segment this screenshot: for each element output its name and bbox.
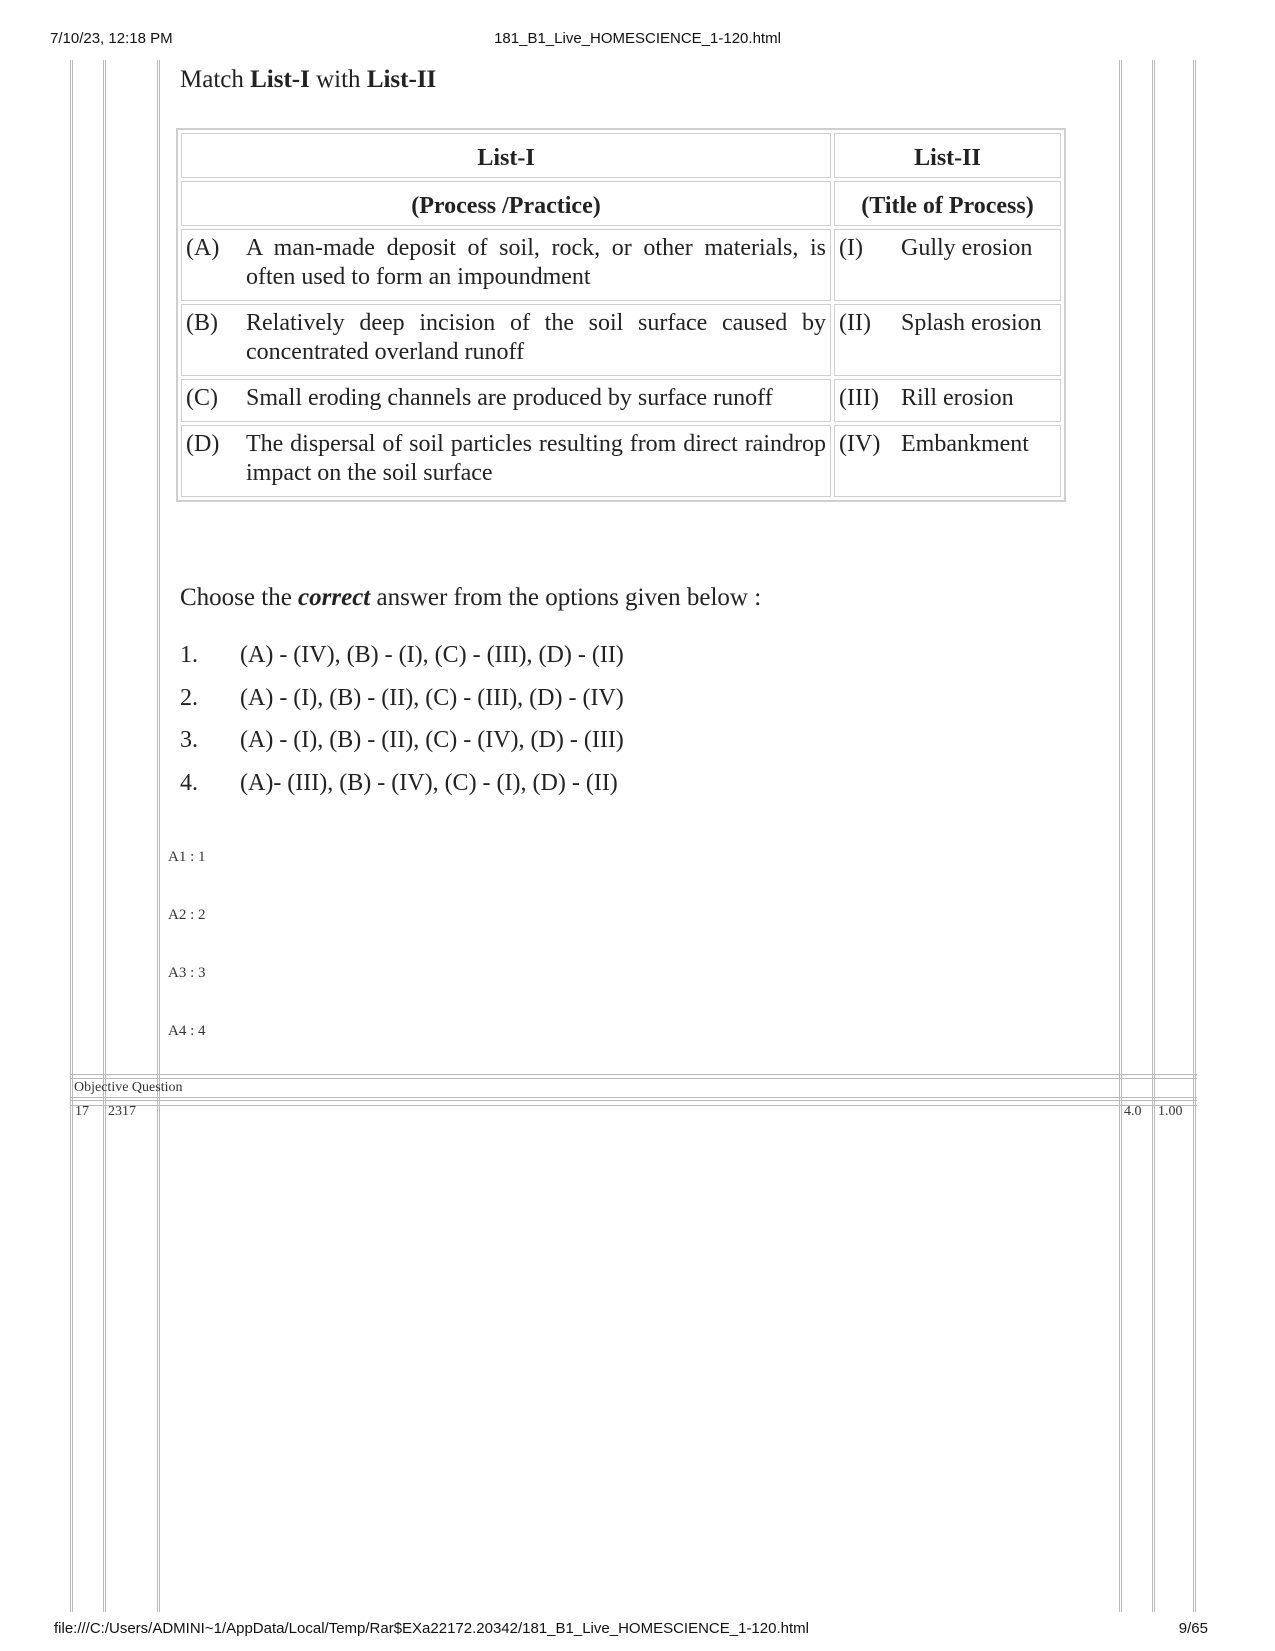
frame-line (103, 60, 104, 1612)
frame-line (1152, 60, 1153, 1612)
question-id: 2317 (108, 1104, 136, 1119)
frame-line (105, 60, 106, 1612)
row-border (70, 1078, 1197, 1079)
question-serial: 17 (75, 1104, 89, 1119)
frame-line (1121, 60, 1122, 1612)
print-doc-title: 181_B1_Live_HOMESCIENCE_1-120.html (494, 30, 781, 47)
answer-key: A1 : 1 (168, 849, 206, 865)
list2-text: Gully erosion (901, 235, 1033, 261)
frame-line (1154, 60, 1155, 1612)
row-border (70, 1074, 1197, 1075)
choose-instruction: Choose the correct answer from the options given below : (180, 584, 762, 611)
table-row (181, 379, 1061, 422)
frame-line (72, 60, 73, 1612)
list1-label: (A) (186, 235, 220, 261)
list1-text: The dispersal of soil particles resulting from direct raindrop impact on the soil surface (246, 431, 826, 486)
list1-header: List-I (181, 133, 831, 178)
frame-line (159, 60, 160, 1612)
question-marks: 4.0 (1124, 1104, 1142, 1119)
row-border (70, 1105, 1197, 1106)
row-border (70, 1097, 1197, 1098)
row-border (70, 1100, 1197, 1101)
frame-line (1193, 60, 1194, 1612)
question-type-label: Objective Question (74, 1080, 183, 1095)
option-item: 3. (A) - (I), (B) - (II), (C) - (IV), (D) - (III) (180, 727, 624, 753)
frame-line (1195, 60, 1196, 1612)
option-item: 4. (A)- (III), (B) - (IV), (C) - (I), (D) - (II) (180, 769, 618, 796)
list2-text: Embankment (901, 431, 1029, 457)
list1-text: Relatively deep incision of the soil surface caused by concentrated overland runoff (246, 310, 826, 365)
frame-line (70, 60, 71, 1612)
list1-label: (D) (186, 431, 220, 457)
list2-label: (II) (839, 310, 871, 336)
option-list (180, 642, 624, 812)
list2-label: (I) (839, 235, 863, 261)
option-item: 1. (A) - (IV), (B) - (I), (C) - (III), (D) - (II) (180, 642, 624, 668)
print-file-path: file:///C:/Users/ADMINI~1/AppData/Local/Temp/Rar$EXa22172.20342/181_B1_Live_HOMESCIENCE_1-120.html (54, 1620, 809, 1637)
list1-text: A man-made deposit of soil, rock, or other materials, is often used to form an impoundment (246, 235, 826, 290)
list2-text: Splash erosion (901, 310, 1042, 336)
option-item: 2. (A) - (I), (B) - (II), (C) - (III), (D) - (IV) (180, 684, 624, 711)
table-row (181, 304, 1061, 376)
answer-key: A2 : 2 (168, 907, 206, 923)
table-row (181, 425, 1061, 497)
answer-key: A3 : 3 (168, 965, 206, 981)
list1-label: (B) (186, 310, 218, 336)
question-title: Match List-I with List-II (180, 66, 437, 93)
list1-subheader: (Process /Practice) (181, 181, 831, 226)
list1-label: (C) (186, 385, 218, 411)
list2-subheader: (Title of Process) (834, 181, 1061, 226)
list2-header: List-II (834, 133, 1061, 178)
table-row (181, 229, 1061, 301)
list2-text: Rill erosion (901, 385, 1014, 411)
frame-line (157, 60, 158, 1612)
list1-text: Small eroding channels are produced by surface runoff (246, 385, 773, 411)
question-negative-marks: 1.00 (1158, 1104, 1183, 1119)
list2-label: (IV) (839, 431, 881, 457)
print-page-number: 9/65 (1178, 1620, 1208, 1637)
frame-line (1119, 60, 1120, 1612)
answer-key: A4 : 4 (168, 1023, 206, 1039)
list2-label: (III) (839, 385, 879, 411)
print-datetime: 7/10/23, 12:18 PM (50, 30, 173, 47)
match-table (176, 128, 1066, 502)
